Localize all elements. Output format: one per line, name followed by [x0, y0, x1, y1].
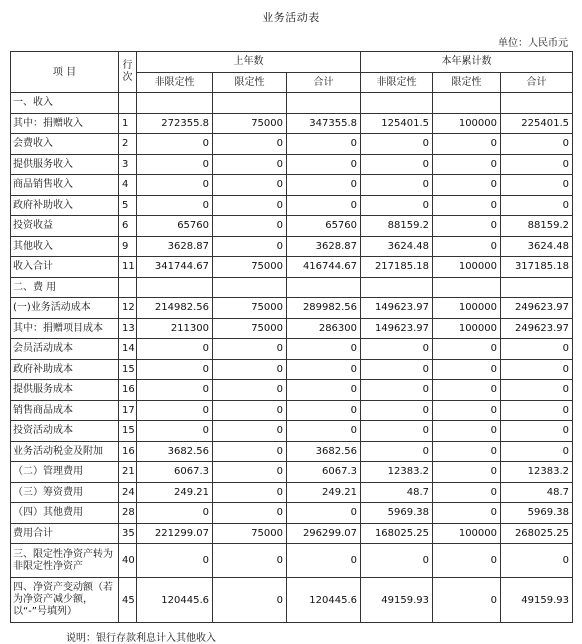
- current-restricted-cell: 0: [433, 462, 501, 483]
- row-line-number: 45: [119, 578, 137, 623]
- footnote: 说明：银行存款利息计入其他收入: [66, 633, 216, 644]
- current-total-cell: 249623.97: [501, 298, 573, 319]
- current-unrestricted-cell: 12383.2: [361, 462, 433, 483]
- prior-total-cell: 0: [287, 339, 361, 360]
- table-row: [11, 195, 573, 216]
- prior-total-cell: [287, 277, 361, 298]
- prior-restricted-cell: 0: [213, 544, 287, 578]
- prior-restricted-cell: 75000: [213, 257, 287, 278]
- current-total-cell: 3624.48: [501, 236, 573, 257]
- header-prior-unrestricted: 非限定性: [137, 72, 213, 93]
- current-unrestricted-cell: 149623.97: [361, 318, 433, 339]
- prior-unrestricted-cell: 120445.6: [137, 578, 213, 623]
- current-restricted-cell: 0: [433, 544, 501, 578]
- current-restricted-cell: 0: [433, 236, 501, 257]
- prior-unrestricted-cell: 249.21: [137, 482, 213, 503]
- current-total-cell: 249623.97: [501, 318, 573, 339]
- report-title: 业务活动表: [262, 11, 320, 24]
- prior-total-cell: 289982.56: [287, 298, 361, 319]
- row-line-number: 9: [119, 236, 137, 257]
- prior-unrestricted-cell: [137, 93, 213, 114]
- row-line-number: [119, 93, 137, 114]
- current-unrestricted-cell: 0: [361, 175, 433, 196]
- prior-restricted-cell: 0: [213, 462, 287, 483]
- prior-restricted-cell: 0: [213, 578, 287, 623]
- current-total-cell: 0: [501, 339, 573, 360]
- current-unrestricted-cell: 0: [361, 195, 433, 216]
- prior-total-cell: 65760: [287, 216, 361, 237]
- prior-restricted-cell: 0: [213, 503, 287, 524]
- current-unrestricted-cell: 0: [361, 359, 433, 380]
- row-item-label: （二）管理费用: [11, 462, 119, 483]
- row-line-number: 15: [119, 359, 137, 380]
- row-item-label: 提供服务收入: [11, 154, 119, 175]
- table-row: [11, 380, 573, 401]
- prior-total-cell: 0: [287, 400, 361, 421]
- prior-total-cell: 120445.6: [287, 578, 361, 623]
- prior-total-cell: 3628.87: [287, 236, 361, 257]
- prior-restricted-cell: 0: [213, 380, 287, 401]
- row-item-label: 一、收入: [11, 93, 119, 114]
- row-line-number: 12: [119, 298, 137, 319]
- table-row: [11, 298, 573, 319]
- row-line-number: 40: [119, 544, 137, 578]
- row-line-number: [119, 277, 137, 298]
- prior-unrestricted-cell: 0: [137, 400, 213, 421]
- current-restricted-cell: 0: [433, 421, 501, 442]
- current-restricted-cell: 0: [433, 380, 501, 401]
- table-row: [11, 578, 573, 623]
- row-item-label: 其他收入: [11, 236, 119, 257]
- prior-unrestricted-cell: 0: [137, 359, 213, 380]
- header-item: 项 目: [11, 52, 119, 93]
- row-item-label: 政府补助成本: [11, 359, 119, 380]
- header-prior-total: 合计: [287, 72, 361, 93]
- current-total-cell: 88159.2: [501, 216, 573, 237]
- prior-restricted-cell: 75000: [213, 523, 287, 544]
- prior-unrestricted-cell: [137, 277, 213, 298]
- prior-restricted-cell: 0: [213, 236, 287, 257]
- row-line-number: 35: [119, 523, 137, 544]
- current-unrestricted-cell: 0: [361, 421, 433, 442]
- current-unrestricted-cell: [361, 93, 433, 114]
- row-line-number: 11: [119, 257, 137, 278]
- prior-total-cell: 0: [287, 503, 361, 524]
- current-total-cell: 0: [501, 400, 573, 421]
- prior-total-cell: [287, 93, 361, 114]
- prior-restricted-cell: 0: [213, 421, 287, 442]
- table-row: [11, 503, 573, 524]
- table-row: [11, 339, 573, 360]
- table-row: [11, 523, 573, 544]
- current-restricted-cell: 0: [433, 359, 501, 380]
- activity-statement-table: [10, 51, 573, 623]
- prior-unrestricted-cell: 221299.07: [137, 523, 213, 544]
- current-restricted-cell: 0: [433, 441, 501, 462]
- prior-total-cell: 3682.56: [287, 441, 361, 462]
- row-line-number: 21: [119, 462, 137, 483]
- header-line-no: 行次: [119, 52, 137, 93]
- row-line-number: 4: [119, 175, 137, 196]
- prior-unrestricted-cell: 0: [137, 503, 213, 524]
- header-prior-restricted: 限定性: [213, 72, 287, 93]
- row-line-number: 28: [119, 503, 137, 524]
- current-restricted-cell: 0: [433, 154, 501, 175]
- prior-restricted-cell: 0: [213, 482, 287, 503]
- table-row: [11, 277, 573, 298]
- row-line-number: 14: [119, 339, 137, 360]
- header-current-unrestricted: 非限定性: [361, 72, 433, 93]
- row-item-label: (一)业务活动成本: [11, 298, 119, 319]
- prior-unrestricted-cell: 6067.3: [137, 462, 213, 483]
- current-total-cell: 225401.5: [501, 113, 573, 134]
- current-restricted-cell: 0: [433, 503, 501, 524]
- current-total-cell: 5969.38: [501, 503, 573, 524]
- current-unrestricted-cell: 88159.2: [361, 216, 433, 237]
- current-unrestricted-cell: 217185.18: [361, 257, 433, 278]
- table-row: [11, 257, 573, 278]
- row-line-number: 13: [119, 318, 137, 339]
- prior-total-cell: 347355.8: [287, 113, 361, 134]
- row-item-label: 四、净资产变动额（若为净资产减少额，以“-”号填列）: [11, 578, 119, 623]
- row-item-label: 其中：捐赠项目成本: [11, 318, 119, 339]
- row-item-label: 费用合计: [11, 523, 119, 544]
- prior-unrestricted-cell: 0: [137, 134, 213, 155]
- row-item-label: 商品销售收入: [11, 175, 119, 196]
- row-item-label: 政府补助收入: [11, 195, 119, 216]
- current-restricted-cell: 0: [433, 578, 501, 623]
- table-body: [11, 93, 573, 623]
- row-item-label: （四）其他费用: [11, 503, 119, 524]
- row-item-label: 会员活动成本: [11, 339, 119, 360]
- prior-total-cell: 249.21: [287, 482, 361, 503]
- prior-total-cell: 0: [287, 175, 361, 196]
- table-row: [11, 482, 573, 503]
- row-item-label: 三、限定性净资产转为非限定性净资产: [11, 544, 119, 578]
- current-total-cell: 12383.2: [501, 462, 573, 483]
- current-unrestricted-cell: 149623.97: [361, 298, 433, 319]
- current-unrestricted-cell: 0: [361, 134, 433, 155]
- table-row: [11, 93, 573, 114]
- prior-unrestricted-cell: 0: [137, 380, 213, 401]
- prior-restricted-cell: 75000: [213, 113, 287, 134]
- prior-restricted-cell: 0: [213, 339, 287, 360]
- prior-total-cell: 0: [287, 359, 361, 380]
- currency-unit: 单位：人民币元: [498, 38, 568, 49]
- table-row: [11, 421, 573, 442]
- table-row: [11, 318, 573, 339]
- row-item-label: 会费收入: [11, 134, 119, 155]
- row-line-number: 2: [119, 134, 137, 155]
- prior-unrestricted-cell: 0: [137, 195, 213, 216]
- current-unrestricted-cell: [361, 277, 433, 298]
- prior-restricted-cell: 0: [213, 154, 287, 175]
- current-unrestricted-cell: 48.7: [361, 482, 433, 503]
- current-restricted-cell: 0: [433, 195, 501, 216]
- current-unrestricted-cell: 0: [361, 380, 433, 401]
- prior-unrestricted-cell: 3628.87: [137, 236, 213, 257]
- table-row: [11, 216, 573, 237]
- prior-total-cell: 0: [287, 380, 361, 401]
- current-restricted-cell: [433, 277, 501, 298]
- prior-total-cell: 0: [287, 195, 361, 216]
- current-unrestricted-cell: 0: [361, 154, 433, 175]
- current-restricted-cell: 0: [433, 400, 501, 421]
- current-total-cell: 0: [501, 359, 573, 380]
- current-unrestricted-cell: 3624.48: [361, 236, 433, 257]
- header-current-restricted: 限定性: [433, 72, 501, 93]
- prior-restricted-cell: 75000: [213, 298, 287, 319]
- current-restricted-cell: 100000: [433, 113, 501, 134]
- prior-restricted-cell: 0: [213, 175, 287, 196]
- current-total-cell: 49159.93: [501, 578, 573, 623]
- prior-total-cell: 0: [287, 421, 361, 442]
- row-item-label: 投资收益: [11, 216, 119, 237]
- prior-unrestricted-cell: 0: [137, 339, 213, 360]
- prior-unrestricted-cell: 214982.56: [137, 298, 213, 319]
- current-restricted-cell: 0: [433, 216, 501, 237]
- prior-total-cell: 296299.07: [287, 523, 361, 544]
- prior-unrestricted-cell: 272355.8: [137, 113, 213, 134]
- row-item-label: （三）筹资费用: [11, 482, 119, 503]
- row-line-number: 16: [119, 380, 137, 401]
- row-item-label: 收入合计: [11, 257, 119, 278]
- current-unrestricted-cell: 49159.93: [361, 578, 433, 623]
- table-row: [11, 236, 573, 257]
- table-row: [11, 113, 573, 134]
- table-row: [11, 441, 573, 462]
- row-item-label: 二、费 用: [11, 277, 119, 298]
- table-row: [11, 359, 573, 380]
- current-total-cell: 0: [501, 154, 573, 175]
- prior-total-cell: 286300: [287, 318, 361, 339]
- row-line-number: 17: [119, 400, 137, 421]
- table-row: [11, 154, 573, 175]
- current-unrestricted-cell: 0: [361, 400, 433, 421]
- current-total-cell: 48.7: [501, 482, 573, 503]
- prior-total-cell: 0: [287, 134, 361, 155]
- prior-restricted-cell: [213, 93, 287, 114]
- current-restricted-cell: 100000: [433, 257, 501, 278]
- row-item-label: 提供服务成本: [11, 380, 119, 401]
- prior-restricted-cell: 0: [213, 216, 287, 237]
- header-current-year: 本年累计数: [361, 52, 573, 73]
- row-item-label: 销售商品成本: [11, 400, 119, 421]
- prior-restricted-cell: 0: [213, 195, 287, 216]
- prior-unrestricted-cell: 0: [137, 421, 213, 442]
- row-line-number: 3: [119, 154, 137, 175]
- current-unrestricted-cell: 5969.38: [361, 503, 433, 524]
- prior-restricted-cell: 0: [213, 441, 287, 462]
- current-unrestricted-cell: 125401.5: [361, 113, 433, 134]
- current-unrestricted-cell: 0: [361, 441, 433, 462]
- current-total-cell: 0: [501, 441, 573, 462]
- row-item-label: 其中：捐赠收入: [11, 113, 119, 134]
- prior-restricted-cell: 0: [213, 359, 287, 380]
- prior-unrestricted-cell: 341744.67: [137, 257, 213, 278]
- current-unrestricted-cell: 168025.25: [361, 523, 433, 544]
- current-unrestricted-cell: 0: [361, 544, 433, 578]
- current-total-cell: 0: [501, 380, 573, 401]
- current-total-cell: [501, 93, 573, 114]
- table-row: [11, 462, 573, 483]
- row-line-number: 16: [119, 441, 137, 462]
- table-row: [11, 400, 573, 421]
- prior-total-cell: 6067.3: [287, 462, 361, 483]
- prior-total-cell: 416744.67: [287, 257, 361, 278]
- current-total-cell: 268025.25: [501, 523, 573, 544]
- current-total-cell: 0: [501, 175, 573, 196]
- prior-unrestricted-cell: 0: [137, 154, 213, 175]
- current-restricted-cell: 100000: [433, 523, 501, 544]
- row-line-number: 6: [119, 216, 137, 237]
- prior-unrestricted-cell: 65760: [137, 216, 213, 237]
- header-prior-year: 上年数: [137, 52, 361, 73]
- prior-total-cell: 0: [287, 544, 361, 578]
- current-restricted-cell: 0: [433, 175, 501, 196]
- prior-unrestricted-cell: 0: [137, 175, 213, 196]
- prior-restricted-cell: 0: [213, 134, 287, 155]
- current-restricted-cell: 0: [433, 482, 501, 503]
- current-restricted-cell: [433, 93, 501, 114]
- current-total-cell: 0: [501, 195, 573, 216]
- prior-unrestricted-cell: 0: [137, 544, 213, 578]
- row-line-number: 1: [119, 113, 137, 134]
- prior-total-cell: 0: [287, 154, 361, 175]
- table-row: [11, 544, 573, 578]
- row-line-number: 24: [119, 482, 137, 503]
- current-restricted-cell: 0: [433, 339, 501, 360]
- current-restricted-cell: 100000: [433, 298, 501, 319]
- current-total-cell: 0: [501, 421, 573, 442]
- row-item-label: 业务活动税金及附加: [11, 441, 119, 462]
- table-row: [11, 134, 573, 155]
- prior-restricted-cell: [213, 277, 287, 298]
- row-line-number: 5: [119, 195, 137, 216]
- prior-restricted-cell: 75000: [213, 318, 287, 339]
- prior-unrestricted-cell: 211300: [137, 318, 213, 339]
- current-restricted-cell: 100000: [433, 318, 501, 339]
- header-current-total: 合计: [501, 72, 573, 93]
- prior-unrestricted-cell: 3682.56: [137, 441, 213, 462]
- prior-restricted-cell: 0: [213, 400, 287, 421]
- current-total-cell: 317185.18: [501, 257, 573, 278]
- current-total-cell: 0: [501, 544, 573, 578]
- current-total-cell: 0: [501, 134, 573, 155]
- current-total-cell: [501, 277, 573, 298]
- row-line-number: 15: [119, 421, 137, 442]
- row-item-label: 投资活动成本: [11, 421, 119, 442]
- current-restricted-cell: 0: [433, 134, 501, 155]
- table-row: [11, 175, 573, 196]
- current-unrestricted-cell: 0: [361, 339, 433, 360]
